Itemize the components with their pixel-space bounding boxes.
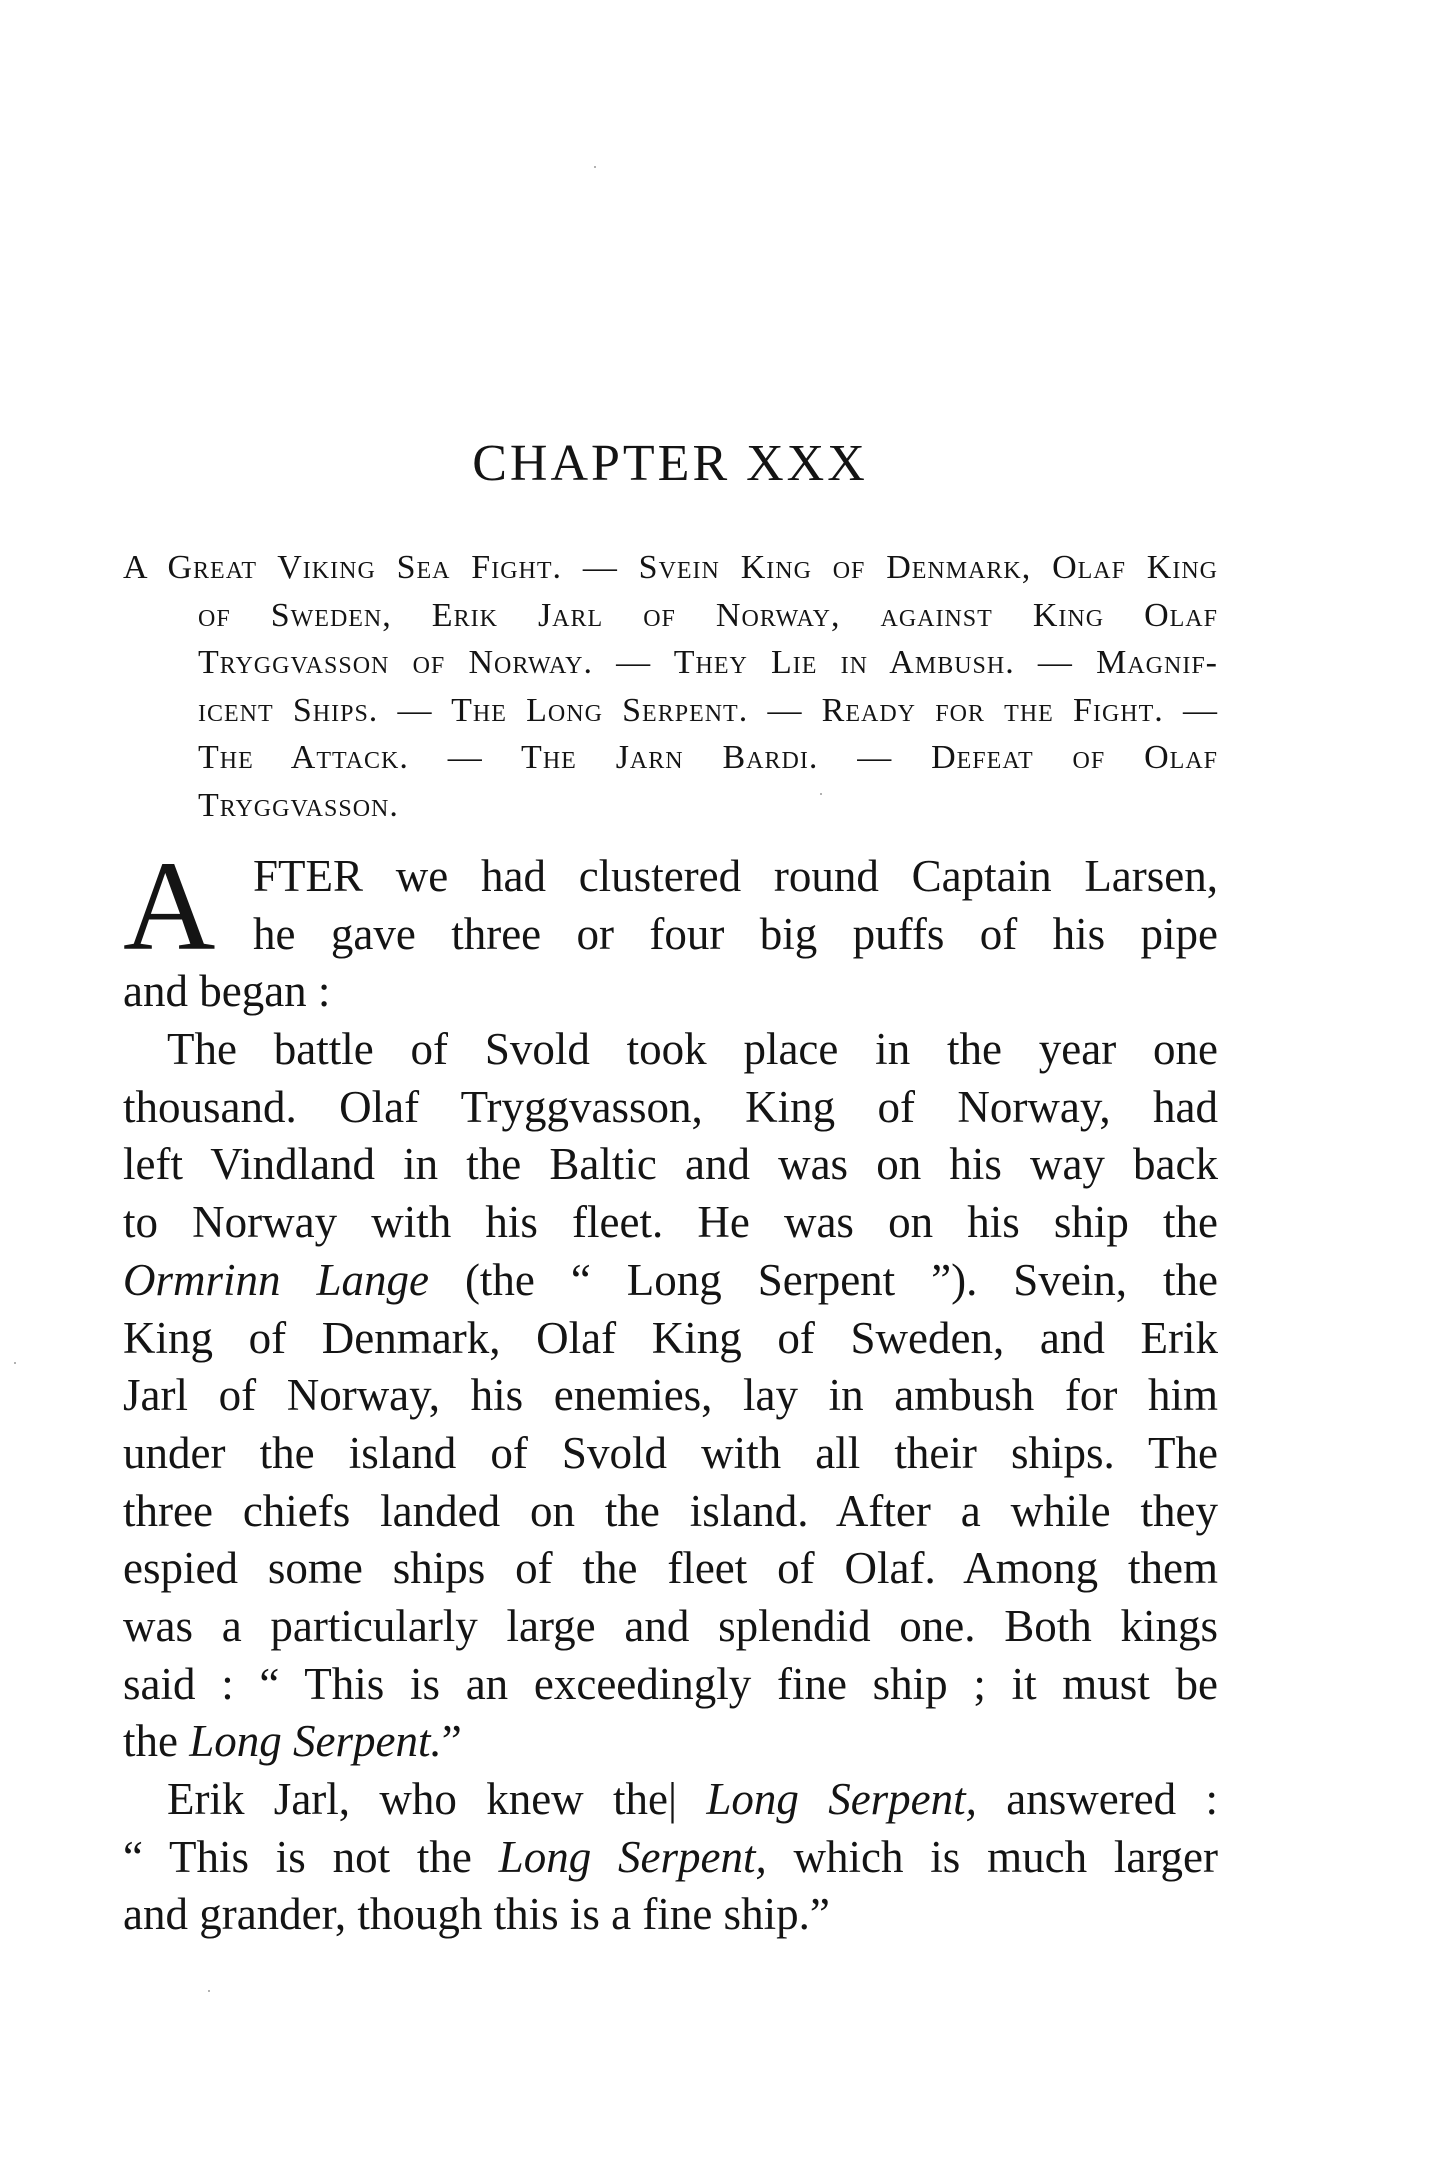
chapter-title: CHAPTER XXX <box>472 435 868 492</box>
body-line: Jarl of Norway, his enemies, lay in ambush for him <box>123 1370 1218 1421</box>
paper-speck <box>820 793 822 795</box>
synopsis-line: of Sweden, Erik Jarl of Norway, against King Olaf <box>198 596 1218 634</box>
paper-speck <box>594 166 596 168</box>
body-line-start: Erik Jarl, who knew the| <box>167 1774 707 1824</box>
body-line-end: ” <box>441 1716 462 1767</box>
body-line: said : “ This is an exceedingly fine ship ; it must be <box>123 1658 1218 1709</box>
body-line-end: answered : <box>976 1774 1218 1824</box>
synopsis-line: Tryggvasson. <box>198 786 399 824</box>
synopsis-line: The Attack. — The Jarn Bardi. — Defeat of Olaf <box>198 739 1218 776</box>
synopsis-line: icent Ships. — The Long Serpent. — Ready for the Fight. — <box>198 691 1218 729</box>
body-line-rest: (the “ Long Serpent ”). Svein, the <box>428 1254 1218 1305</box>
body-line: and grander, though this is a fine ship.” <box>123 1889 830 1940</box>
body-line: The battle of Svold took place in the year one <box>167 1024 1218 1075</box>
body-line <box>123 1252 1218 1310</box>
body-line: he gave three or four big puffs of his pipe <box>253 908 1218 959</box>
italic-ship-name: Long Serpent. <box>189 1716 442 1767</box>
body-line: to Norway with his fleet. He was on his ship the <box>123 1197 1218 1248</box>
body-line: espied some ships of the fleet of Olaf. Among them <box>123 1543 1218 1594</box>
body-line <box>123 1829 1218 1887</box>
body-line-end: which is much larger <box>766 1831 1218 1882</box>
paper-speck <box>14 1362 16 1364</box>
body-line: was a particularly large and splendid one. Both kings <box>123 1600 1218 1651</box>
italic-ship-name: Long Serpent, <box>706 1774 977 1824</box>
body-line: and began : <box>123 966 331 1017</box>
synopsis-line: Tryggvasson of Norway. — They Lie in Ambush. — Magnif- <box>198 644 1218 681</box>
drop-cap: A <box>123 835 216 977</box>
body-line <box>123 1713 1218 1771</box>
body-line: thousand. Olaf Tryggvasson, King of Norway, had <box>123 1081 1218 1132</box>
italic-ship-name: Ormrinn Lange <box>123 1254 429 1305</box>
italic-ship-name: Long Serpent, <box>498 1831 767 1882</box>
paper-speck <box>208 1990 210 1992</box>
body-line: King of Denmark, Olaf King of Sweden, and Erik <box>123 1312 1218 1363</box>
body-line-start: “ This is not the <box>123 1831 499 1882</box>
body-line: under the island of Svold with all their ships. The <box>123 1427 1218 1478</box>
body-line: three chiefs landed on the island. After a while they <box>123 1485 1218 1536</box>
body-line: left Vindland in the Baltic and was on his way back <box>123 1139 1218 1190</box>
synopsis-line: A Great Viking Sea Fight. — Svein King of Denmark, Olaf King <box>123 549 1218 586</box>
body-line: FTER we had clustered round Captain Larsen, <box>253 851 1218 901</box>
chapter-synopsis <box>123 544 1218 829</box>
body-line <box>123 1771 1218 1829</box>
body-line-start: the <box>123 1716 190 1767</box>
body-text <box>123 848 1218 1944</box>
